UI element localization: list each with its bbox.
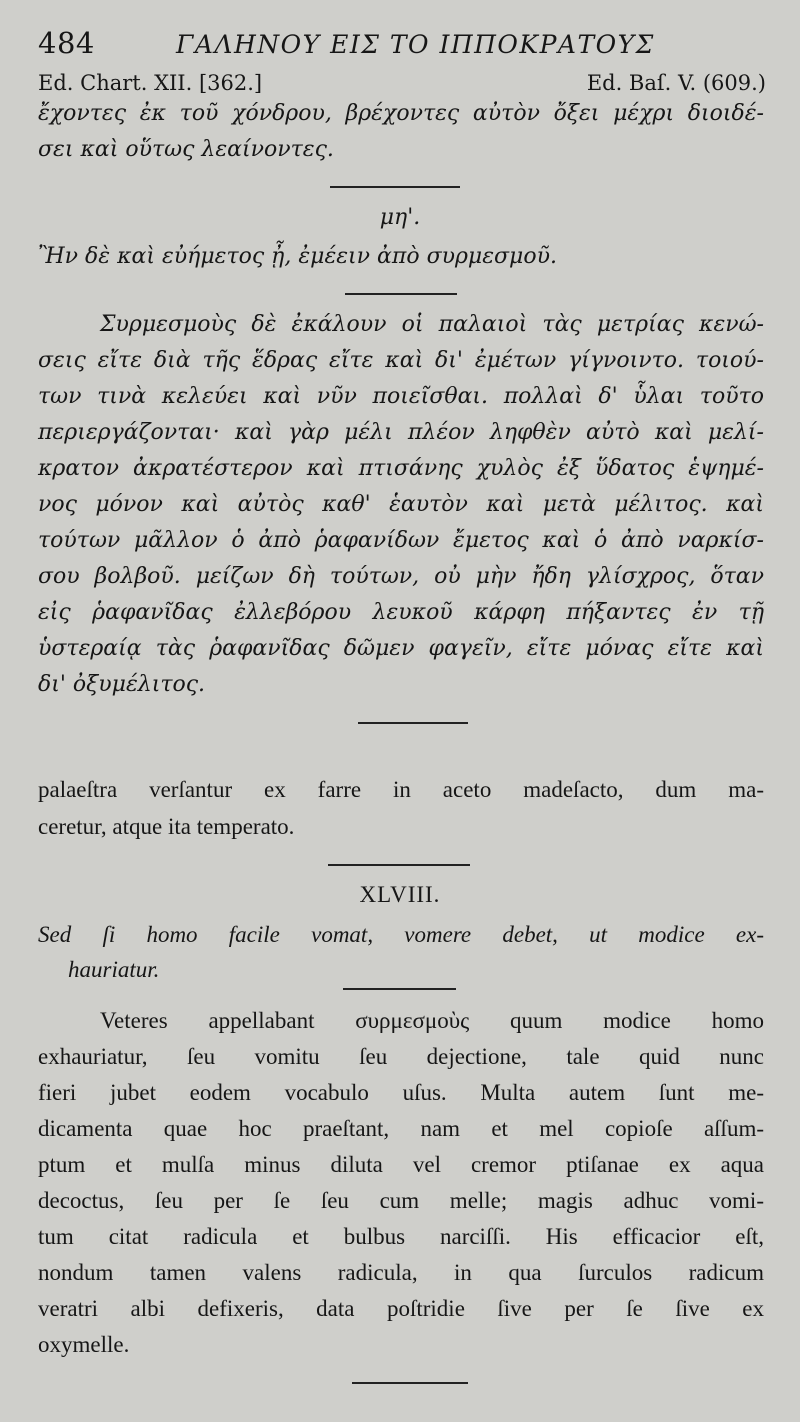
latin-commentary-line: oxymelle. — [38, 1332, 130, 1357]
edition-basel: Ed. Baſ. V. (609.) — [586, 71, 766, 95]
greek-commentary-line: σου βολβοῦ. μείζων δὴ τούτων, οὐ μὴν ἤδη γλίσχρος, ὅταν — [38, 564, 764, 589]
greek-top-line: σει καὶ οὕτως λεαίνοντες. — [38, 137, 334, 162]
page-header — [38, 26, 768, 66]
greek-commentary-line: νος μόνον καὶ αὐτὸς καθ' ἑαυτὸν καὶ μετὰ μέλιτος. καὶ — [38, 492, 764, 517]
latin-commentary-line: Veteres appellabant συρμεσμοὺς quum modice homo — [100, 1008, 764, 1033]
greek-commentary-line: Συρμεσμοὺς δὲ ἐκάλουν οἱ παλαιοὶ τὰς μετρίας κενώ- — [100, 312, 764, 337]
greek-section-number: μη'. — [379, 205, 421, 230]
latin-commentary-line: decoctus, ſeu per ſe ſeu cum melle; magis adhuc vomi- — [38, 1188, 764, 1213]
greek-commentary-line: εἰς ῥαφανῖδας ἐλλεβόρου λευκοῦ κάρφη πήξαντες ἐν τῇ — [38, 600, 764, 625]
edition-chartier: Ed. Chart. XII. [362.] — [38, 71, 263, 95]
latin-commentary-line: dicamenta quae hoc praeſtant, nam et mel copioſe aſſum- — [38, 1116, 764, 1141]
greek-commentary-line: τούτων μᾶλλον ὁ ἀπὸ ῥαφανίδων ἔμετος καὶ ὁ ἀπὸ ναρκίσ- — [38, 528, 764, 553]
page-number: 484 — [38, 26, 95, 60]
divider-rule — [345, 293, 457, 295]
edition-references — [38, 71, 766, 101]
greek-commentary-line: κρατον ἀκρατέστερον καὶ πτισάνης χυλὸς ἐξ ὕδατος ἑψημέ- — [38, 456, 764, 481]
greek-lemma: Ἢν δὲ καὶ εὐήμετος ᾖ, ἐμέειν ἀπὸ συρμεσμοῦ. — [38, 244, 557, 269]
latin-commentary-line: fieri jubet eodem vocabulo uſus. Multa autem ſunt me- — [38, 1080, 764, 1105]
latin-commentary-line: veratri albi defixeris, data poſtridie ſive per ſe ſive ex — [38, 1296, 764, 1321]
latin-commentary-line: ptum et mulſa minus diluta vel cremor ptiſanae ex aqua — [38, 1152, 764, 1177]
greek-commentary-line: περιεργάζονται· καὶ γὰρ μέλι πλέον ληφθὲν αὐτὸ καὶ μελί- — [38, 420, 764, 445]
running-title: ΓΑΛΗΝΟΥ ΕΙΣ ΤΟ ΙΠΠΟΚΡΑΤΟΥΣ — [176, 30, 655, 59]
divider-rule — [328, 864, 470, 866]
greek-commentary-line: δι' ὀξυμέλιτος. — [38, 672, 206, 697]
greek-commentary-line: ὑστεραίᾳ τὰς ῥαφανῖδας δῶμεν φαγεῖν, εἴτε μόνας εἴτε καὶ — [38, 636, 764, 661]
latin-commentary-line: tum citat radicula et bulbus narciſſi. His efficacior eſt, — [38, 1224, 764, 1249]
greek-top-line: ἔχοντες ἐκ τοῦ χόνδρου, βρέχοντες αὐτὸν ὄξει μέχρι διοιδέ- — [38, 101, 764, 126]
latin-lemma-line: hauriatur. — [68, 957, 160, 982]
latin-commentary-line: nondum tamen valens radicula, in qua ſurculos radicum — [38, 1260, 764, 1285]
latin-commentary-line: exhauriatur, ſeu vomitu ſeu dejectione, tale quid nunc — [38, 1044, 764, 1069]
latin-section-number: XLVIII. — [359, 882, 441, 907]
greek-commentary-line: σεις εἴτε διὰ τῆς ἕδρας εἴτε καὶ δι' ἐμέτων γίγνοιντο. τοιού- — [38, 348, 764, 373]
latin-top-line: palaeſtra verſantur ex farre in aceto madeſacto, dum ma- — [38, 777, 764, 802]
divider-rule — [352, 1382, 468, 1384]
divider-rule — [358, 722, 468, 724]
greek-commentary-line: των τινὰ κελεύει καὶ νῦν ποιεῖσθαι. πολλαὶ δ' ὗλαι τοῦτο — [38, 384, 764, 409]
latin-top-line: ceretur, atque ita temperato. — [38, 814, 295, 839]
divider-rule — [330, 186, 460, 188]
divider-rule — [343, 988, 456, 990]
latin-lemma-line: Sed ſi homo facile vomat, vomere debet, ut modice ex- — [38, 922, 764, 947]
